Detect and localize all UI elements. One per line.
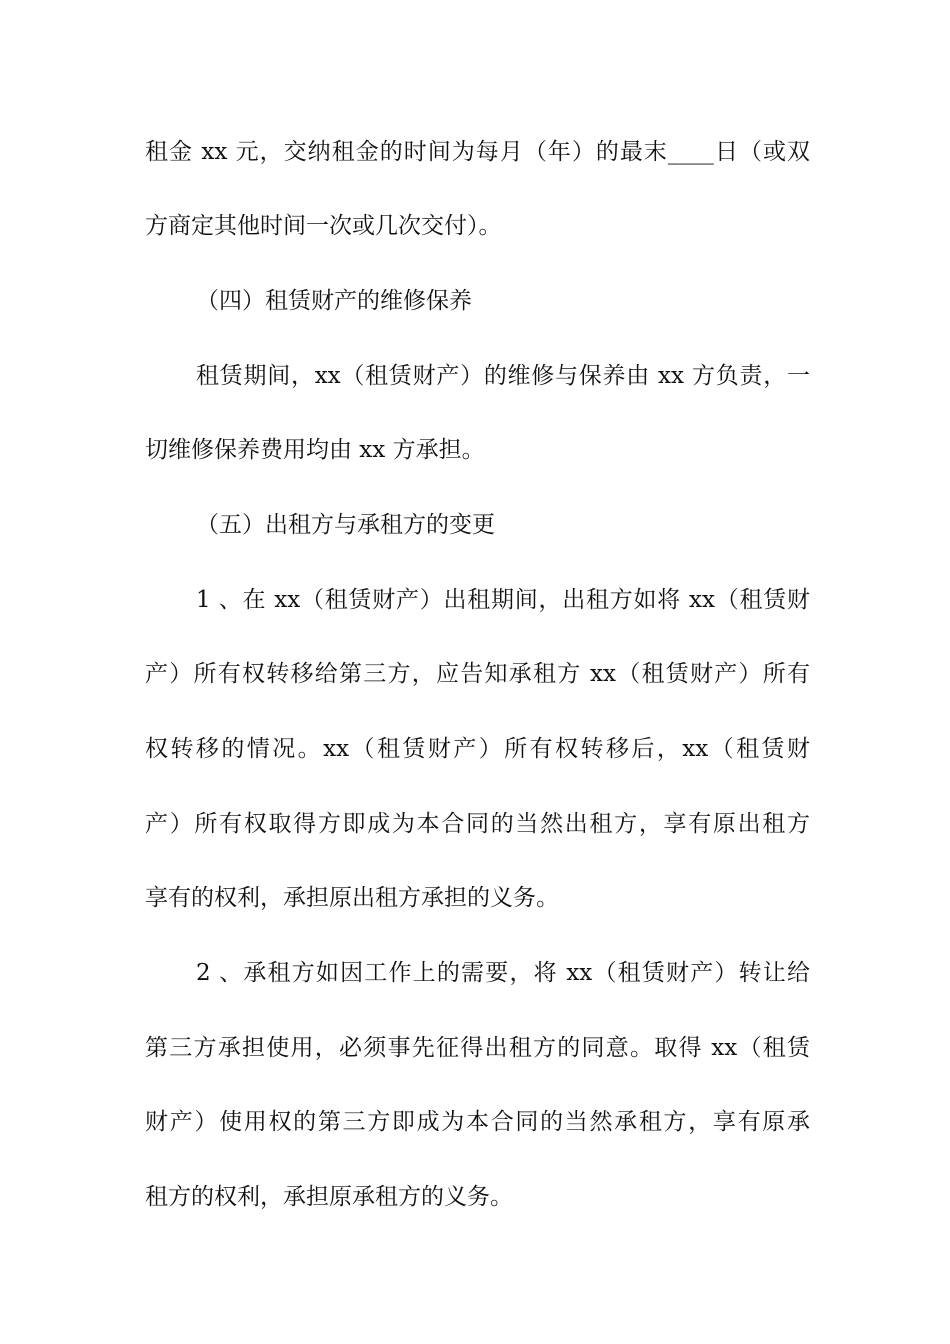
body-text-line: 产）所有权取得方即成为本合同的当然出租方，享有原出租方 [145, 811, 810, 837]
body-text-line: 权转移的情况。xx（租赁财产）所有权转移后，xx（租赁财 [145, 736, 810, 762]
body-text-line: 租方的权利，承担原承租方的义务。 [145, 1184, 513, 1210]
body-text-line: 享有的权利，承担原出租方承担的义务。 [145, 885, 559, 911]
body-text-line: 财产）使用权的第三方即成为本合同的当然承租方，享有原承 [145, 1109, 810, 1135]
body-text-line: 切维修保养费用均由 xx 方承担。 [145, 437, 485, 463]
body-text-line: 2 、承租方如因工作上的需要，将 xx（租赁财产）转让给 [196, 960, 810, 986]
body-text-line: 租赁期间，xx（租赁财产）的维修与保养由 xx 方负责，一 [196, 363, 810, 389]
body-text-line: 1 、在 xx（租赁财产）出租期间，出租方如将 xx（租赁财 [196, 587, 810, 613]
body-text-line: 租金 xx 元，交纳租金的时间为每月（年）的最末____日（或双 [145, 139, 810, 165]
body-text-line: 产）所有权转移给第三方，应告知承租方 xx（租赁财产）所有 [145, 661, 810, 687]
body-text-line: 第三方承担使用，必须事先征得出租方的同意。取得 xx（租赁 [145, 1035, 810, 1061]
section-heading: （五）出租方与承租方的变更 [196, 512, 495, 538]
body-text-line: 方商定其他时间一次或几次交付）。 [145, 213, 502, 239]
section-heading: （四）租赁财产的维修保养 [196, 288, 472, 314]
